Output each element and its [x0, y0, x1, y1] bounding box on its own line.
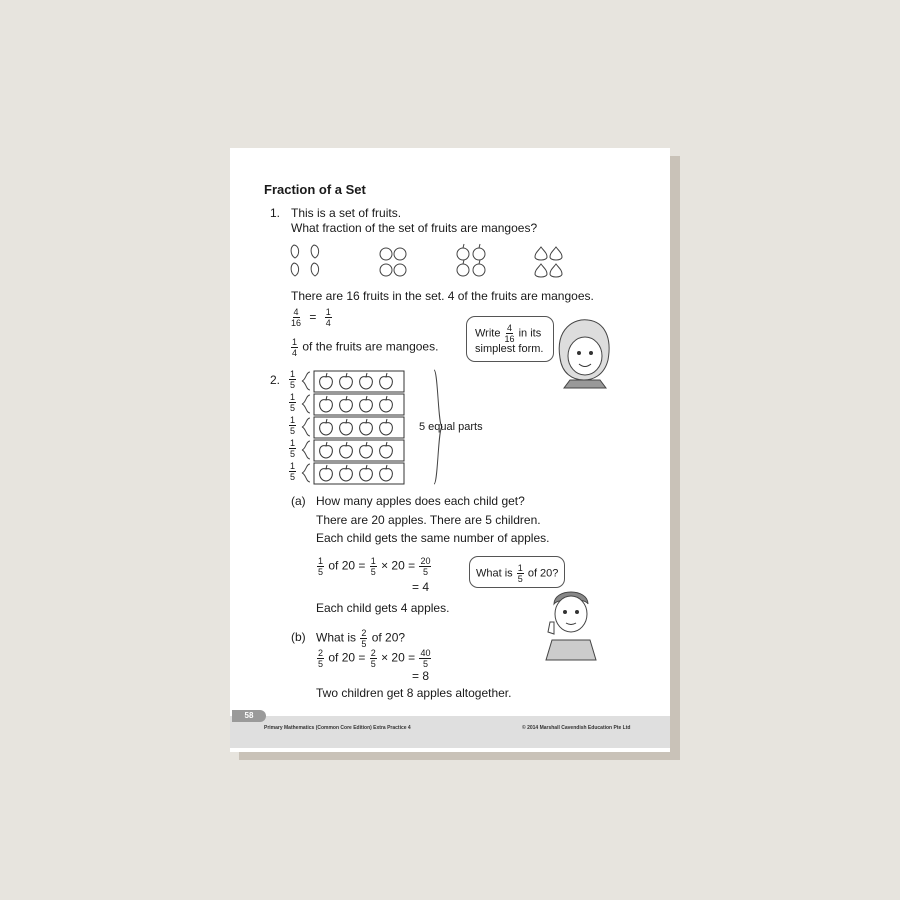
- apple-icon: [380, 442, 393, 458]
- girl-illustration: [550, 318, 620, 388]
- oranges-group: [380, 248, 406, 276]
- apple-icon: [340, 419, 353, 435]
- apple-icon: [380, 419, 393, 435]
- apple-icon: [340, 465, 353, 481]
- q2b-question: What is $\frac{2}{5}$ of 20?: [316, 628, 406, 649]
- apples-in-grid: [320, 373, 393, 481]
- q2b-answer: Two children get 8 apples altogether.: [316, 686, 512, 700]
- page-number: 58: [232, 710, 266, 722]
- apple-icon: [320, 373, 333, 389]
- apple-icon: [360, 396, 373, 412]
- apple-icon: [320, 419, 333, 435]
- q2b-result: = 8: [412, 669, 430, 683]
- q2a-equation: $\frac{1}{5}$ of 20 = $\frac{1}{5}$ × 20 = $\frac{20}{5}$: [318, 556, 431, 577]
- speech-bubble-girl: Write $\frac{4}{16}$ in its simplest form.: [466, 316, 554, 362]
- mangoes-group: [291, 245, 319, 276]
- q2a-line1: There are 20 apples. There are 5 children.: [316, 513, 541, 527]
- book-title: Primary Mathematics (Common Core Edition) Extra Practice 4: [264, 725, 411, 731]
- q2a-label: (a): [291, 494, 306, 508]
- q2-number: 2.: [270, 373, 281, 387]
- apple-icon: [320, 465, 333, 481]
- q2a-line2: Each child gets the same number of apples.: [316, 531, 550, 545]
- brace-label: 5 equal parts: [419, 421, 483, 433]
- speech-bubble-boy: What is $\frac{1}{5}$ of 20?: [469, 556, 565, 588]
- q2a-question: How many apples does each child get?: [316, 494, 525, 508]
- q1-line1: This is a set of fruits.: [291, 206, 402, 220]
- q1-statement: There are 16 fruits in the set. 4 of the fruits are mangoes.: [291, 289, 594, 303]
- apple-icon: [360, 465, 373, 481]
- apple-icon: [340, 396, 353, 412]
- apple-icon: [360, 373, 373, 389]
- q1-line2: What fraction of the set of fruits are mangoes?: [291, 221, 538, 235]
- apple-icon: [320, 442, 333, 458]
- apple-icon: [380, 373, 393, 389]
- section-title: Fraction of a Set: [264, 182, 366, 197]
- apple-icon: [380, 465, 393, 481]
- apple-icon: [340, 373, 353, 389]
- fraction-1-4: $\frac{1}{4}$: [325, 307, 331, 328]
- boy-illustration: [542, 584, 602, 662]
- q1-number: 1.: [270, 206, 281, 220]
- workbook-page: Fraction of a Set 1. This is a set of fruits. What fraction of the set of fruits are mangoes? There are 16 fruits in the set. 4 of the fruits are mangoes. $\frac{4}{16}$ = $\frac{1}{4}$ $\frac{1}{4}$ of the fruits are mangoes. Write $\frac{4}{16}$ in its simplest form. 2. $\frac{1}{5}$ $\frac{1}{5}$ $\frac{1}{5}$ $\frac{1}{5}$ $\frac{1}{5}$ 5 equal parts (a) How many apples does each child get? There are 20 apples. There are 5 children. Each child gets the same number of apples. $\frac{1}{5}$ of 20 = $\frac{1}{5}$ × 20 = $\frac{20}{5}$ = 4 Each child gets 4 apples. What is $\frac{1}{5}$ of 20? (b) What is $\frac{2}{5}$ of 20? $\frac{2}{5}$ of 20 = $\frac{2}{5}$ × 20 = $\frac{40}{5}$ = 8 Two children get 8 apples altogether. 58 Primary Mathematics (Common Core Edition) Extra Practice 4 © 2014 Marshall Cavendish Education Pte Ltd: [230, 148, 670, 752]
- apple-icon: [360, 419, 373, 435]
- page-footer: [230, 716, 670, 748]
- q2b-label: (b): [291, 630, 306, 644]
- q1-conclusion: $\frac{1}{4}$ of the fruits are mangoes.: [292, 337, 439, 358]
- apple-icon: [340, 442, 353, 458]
- q2b-equation: $\frac{2}{5}$ of 20 = $\frac{2}{5}$ × 20 = $\frac{40}{5}$: [318, 648, 431, 669]
- copyright: © 2014 Marshall Cavendish Education Pte Ltd: [522, 725, 631, 731]
- q2a-result: = 4: [412, 580, 430, 594]
- pears-group: [535, 247, 562, 277]
- apple-icon: [320, 396, 333, 412]
- apple-icon: [380, 396, 393, 412]
- apples-group: [457, 244, 485, 276]
- apple-icon: [360, 442, 373, 458]
- fruit-set-illustration: [290, 243, 570, 283]
- q2a-answer: Each child gets 4 apples.: [316, 601, 450, 615]
- q1-equation: $\frac{4}{16}$ = $\frac{1}{4}$: [291, 307, 331, 328]
- fraction-4-16: $\frac{4}{16}$: [291, 307, 302, 328]
